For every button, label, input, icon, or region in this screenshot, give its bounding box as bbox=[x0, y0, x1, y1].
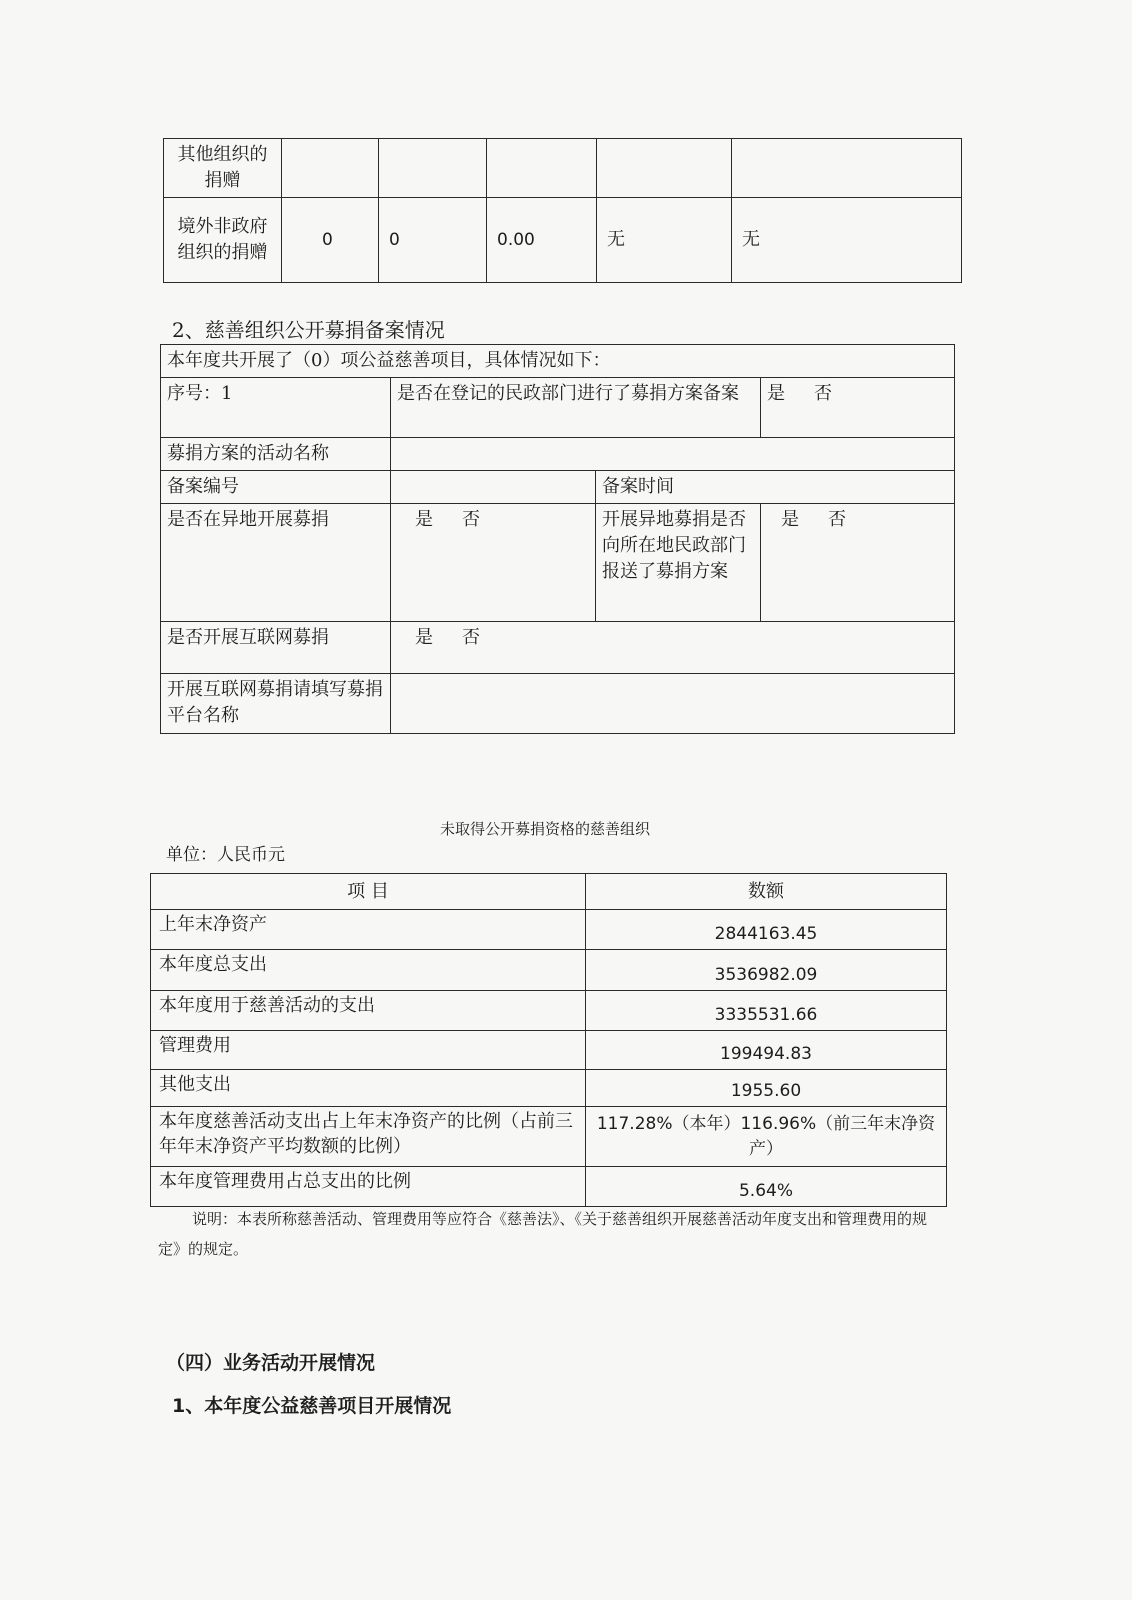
yes-option[interactable]: 是 bbox=[415, 627, 434, 648]
table-cell: 无 bbox=[732, 198, 962, 283]
yes-no-choice bbox=[761, 504, 955, 622]
header-amount: 数额 bbox=[586, 874, 947, 910]
intro-text: 本年度共开展了（0）项公益慈善项目，具体情况如下： bbox=[161, 345, 955, 378]
table-cell bbox=[597, 139, 732, 198]
table-row bbox=[161, 622, 955, 674]
table-row bbox=[161, 471, 955, 504]
no-option[interactable]: 否 bbox=[462, 627, 481, 648]
table-row bbox=[161, 438, 955, 471]
no-option[interactable]: 否 bbox=[814, 383, 833, 404]
item-cell: 本年度慈善活动支出占上年末净资产的比例（占前三年年末净资产平均数额的比例） bbox=[151, 1107, 586, 1167]
donation-table bbox=[163, 138, 962, 283]
item-cell: 本年度用于慈善活动的支出 bbox=[151, 991, 586, 1031]
table-row bbox=[151, 950, 947, 991]
subsection-heading: 1、本年度公益慈善项目开展情况 bbox=[172, 1395, 452, 1417]
table-row bbox=[151, 1070, 947, 1107]
yes-no-choice bbox=[761, 378, 955, 438]
table-row bbox=[164, 139, 962, 198]
item-cell: 本年度总支出 bbox=[151, 950, 586, 991]
table-row bbox=[151, 1107, 947, 1167]
table-cell: 0 bbox=[379, 198, 487, 283]
filing-time-label: 备案时间 bbox=[602, 476, 674, 497]
table-row bbox=[161, 345, 955, 378]
table-row bbox=[161, 504, 955, 622]
item-cell: 管理费用 bbox=[151, 1031, 586, 1070]
fundraising-filing-table bbox=[160, 344, 955, 734]
amount-cell: 5.64% bbox=[586, 1167, 947, 1207]
yes-no-choice bbox=[391, 504, 596, 622]
table-row bbox=[151, 1031, 947, 1070]
section-heading: （四）业务活动开展情况 bbox=[166, 1352, 376, 1374]
amount-cell: 3335531.66 bbox=[586, 991, 947, 1031]
table-cell: 0 bbox=[282, 198, 379, 283]
platform-value bbox=[391, 674, 955, 734]
amount-cell: 199494.83 bbox=[586, 1031, 947, 1070]
financial-table bbox=[150, 873, 947, 1207]
item-cell: 本年度管理费用占总支出的比例 bbox=[151, 1167, 586, 1207]
table-cell bbox=[732, 139, 962, 198]
row-label: 境外非政府组织的捐赠 bbox=[164, 198, 282, 283]
item-cell: 其他支出 bbox=[151, 1070, 586, 1107]
amount-cell: 1955.60 bbox=[586, 1070, 947, 1107]
unit-label: 单位：人民币元 bbox=[166, 845, 285, 865]
serial-number: 序号：1 bbox=[161, 378, 391, 438]
activity-name-value bbox=[391, 438, 955, 471]
item-cell: 上年末净资产 bbox=[151, 910, 586, 950]
table-row bbox=[161, 378, 955, 438]
yes-no-choice bbox=[391, 622, 955, 674]
table-cell bbox=[487, 139, 597, 198]
amount-cell: 3536982.09 bbox=[586, 950, 947, 991]
table-cell: 0.00 bbox=[487, 198, 597, 283]
table-row bbox=[164, 198, 962, 283]
activity-name-label: 募捐方案的活动名称 bbox=[161, 438, 391, 471]
header-item: 项 目 bbox=[151, 874, 586, 910]
table-note: 说明：本表所称慈善活动、管理费用等应符合《慈善法》、《关于慈善组织开展慈善活动年度支出和管理费用的规定》的规定。 bbox=[158, 1210, 928, 1258]
no-option[interactable]: 否 bbox=[828, 509, 847, 530]
table-header-row bbox=[151, 874, 947, 910]
no-option[interactable]: 否 bbox=[462, 509, 481, 530]
table-cell bbox=[282, 139, 379, 198]
table-row bbox=[151, 1167, 947, 1207]
filing-time-cell bbox=[596, 471, 955, 504]
table-row bbox=[161, 674, 955, 734]
yes-option[interactable]: 是 bbox=[781, 509, 800, 530]
row-label: 其他组织的捐赠 bbox=[164, 139, 282, 198]
internet-label: 是否开展互联网募捐 bbox=[161, 622, 391, 674]
filing-number-value bbox=[391, 471, 596, 504]
yes-option[interactable]: 是 bbox=[415, 509, 434, 530]
registered-question: 是否在登记的民政部门进行了募捐方案备案 bbox=[391, 378, 761, 438]
table-row bbox=[151, 991, 947, 1031]
table-cell: 无 bbox=[597, 198, 732, 283]
table-title: 未取得公开募捐资格的慈善组织 bbox=[440, 820, 651, 838]
platform-label: 开展互联网募捐请填写募捐平台名称 bbox=[161, 674, 391, 734]
yes-option[interactable]: 是 bbox=[767, 383, 786, 404]
amount-cell: 2844163.45 bbox=[586, 910, 947, 950]
table-cell bbox=[379, 139, 487, 198]
offsite-report-label: 开展异地募捐是否向所在地民政部门报送了募捐方案 bbox=[596, 504, 761, 622]
section-heading: 2、慈善组织公开募捐备案情况 bbox=[172, 318, 445, 342]
filing-number-label: 备案编号 bbox=[161, 471, 391, 504]
table-row bbox=[151, 910, 947, 950]
amount-cell: 117.28%（本年）116.96%（前三年末净资产） bbox=[586, 1107, 947, 1167]
offsite-label: 是否在异地开展募捐 bbox=[161, 504, 391, 622]
